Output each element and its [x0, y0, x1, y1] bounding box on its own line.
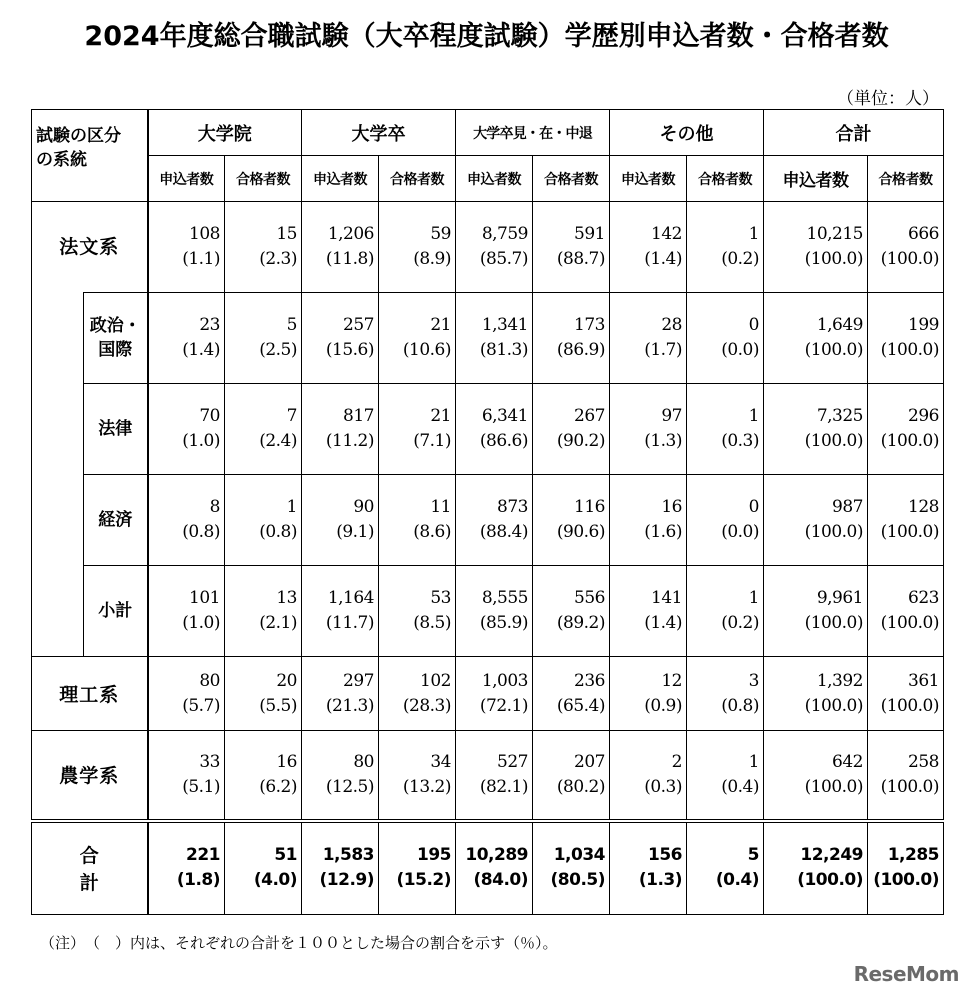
data-cell: 666 (100.0) — [868, 202, 944, 293]
data-cell: 116 (90.6) — [533, 475, 610, 566]
data-cell: 987 (100.0) — [764, 475, 868, 566]
category-label: 理工系 — [32, 657, 148, 731]
data-cell: 642 (100.0) — [764, 731, 868, 821]
data-cell: 1,206 (11.8) — [302, 202, 379, 293]
data-cell: 28 (1.7) — [610, 293, 687, 384]
group-other: その他 — [610, 110, 764, 156]
data-cell: 33 (5.1) — [148, 731, 225, 821]
data-cell: 1 (0.2) — [687, 202, 764, 293]
header-applicants: 申込者数 — [610, 156, 687, 202]
data-cell: 23 (1.4) — [148, 293, 225, 384]
category-label: 農学系 — [32, 731, 148, 821]
data-cell: 817 (11.2) — [302, 384, 379, 475]
data-cell: 297 (21.3) — [302, 657, 379, 731]
table-row — [32, 384, 944, 475]
data-cell: 258 (100.0) — [868, 731, 944, 821]
table-row — [32, 475, 944, 566]
data-cell: 7 (2.4) — [225, 384, 302, 475]
data-cell: 16 (1.6) — [610, 475, 687, 566]
header-passers: 合格者数 — [687, 156, 764, 202]
header-passers: 合格者数 — [379, 156, 456, 202]
data-cell: 873 (88.4) — [456, 475, 533, 566]
table-row — [32, 202, 944, 293]
data-cell: 59 (8.9) — [379, 202, 456, 293]
data-cell: 8 (0.8) — [148, 475, 225, 566]
data-cell: 80 (12.5) — [302, 731, 379, 821]
data-cell: 257 (15.6) — [302, 293, 379, 384]
data-cell: 0 (0.0) — [687, 293, 764, 384]
unit-label: （単位：人） — [837, 89, 939, 109]
data-cell: 591 (88.7) — [533, 202, 610, 293]
page-title: 2024年度総合職試験（大卒程度試験）学歴別申込者数・合格者数 — [84, 21, 889, 52]
data-cell: 1,649 (100.0) — [764, 293, 868, 384]
data-cell: 6,341 (86.6) — [456, 384, 533, 475]
data-cell: 128 (100.0) — [868, 475, 944, 566]
data-cell: 1,034 (80.5) — [533, 821, 610, 915]
data-cell: 80 (5.7) — [148, 657, 225, 731]
data-cell: 9,961 (100.0) — [764, 566, 868, 657]
subcategory-label: 政治・ 国際 — [84, 293, 148, 384]
data-cell: 7,325 (100.0) — [764, 384, 868, 475]
data-cell: 51 (4.0) — [225, 821, 302, 915]
data-cell: 13 (2.1) — [225, 566, 302, 657]
data-cell: 70 (1.0) — [148, 384, 225, 475]
data-cell: 10,215 (100.0) — [764, 202, 868, 293]
data-cell: 20 (5.5) — [225, 657, 302, 731]
data-cell: 1 (0.4) — [687, 731, 764, 821]
data-cell: 156 (1.3) — [610, 821, 687, 915]
table-row — [32, 293, 944, 384]
data-cell: 108 (1.1) — [148, 202, 225, 293]
group-university-grad: 大学卒 — [302, 110, 456, 156]
data-cell: 3 (0.8) — [687, 657, 764, 731]
header-applicants: 申込者数 — [456, 156, 533, 202]
resemom-logo: ReseMom — [853, 962, 959, 986]
total-row — [32, 821, 944, 915]
data-cell: 101 (1.0) — [148, 566, 225, 657]
header-row-sub — [32, 156, 944, 202]
data-cell: 1,003 (72.1) — [456, 657, 533, 731]
header-passers: 合格者数 — [868, 156, 944, 202]
data-cell: 15 (2.3) — [225, 202, 302, 293]
header-applicants: 申込者数 — [764, 156, 868, 202]
data-cell: 90 (9.1) — [302, 475, 379, 566]
data-cell: 207 (80.2) — [533, 731, 610, 821]
data-cell: 623 (100.0) — [868, 566, 944, 657]
data-cell: 1,164 (11.7) — [302, 566, 379, 657]
header-applicants: 申込者数 — [148, 156, 225, 202]
data-cell: 1,341 (81.3) — [456, 293, 533, 384]
group-total: 合計 — [764, 110, 944, 156]
data-cell: 8,555 (85.9) — [456, 566, 533, 657]
data-cell: 1 (0.3) — [687, 384, 764, 475]
subcategory-label: 法律 — [84, 384, 148, 475]
subcategory-label: 経済 — [84, 475, 148, 566]
data-cell: 5 (0.4) — [687, 821, 764, 915]
data-cell: 34 (13.2) — [379, 731, 456, 821]
data-cell: 1 (0.2) — [687, 566, 764, 657]
table-row — [32, 657, 944, 731]
data-cell: 173 (86.9) — [533, 293, 610, 384]
data-cell: 221 (1.8) — [148, 821, 225, 915]
data-cell: 12,249 (100.0) — [764, 821, 868, 915]
total-label: 合 計 — [32, 821, 148, 915]
data-cell: 236 (65.4) — [533, 657, 610, 731]
data-cell: 0 (0.0) — [687, 475, 764, 566]
header-applicants: 申込者数 — [302, 156, 379, 202]
footnote: （注） （ ）内は、それぞれの合計を１００とした場合の割合を示す（％）。 — [40, 934, 558, 952]
data-cell: 21 (10.6) — [379, 293, 456, 384]
data-cell: 12 (0.9) — [610, 657, 687, 731]
data-cell: 16 (6.2) — [225, 731, 302, 821]
indent-spacer — [32, 293, 84, 657]
data-cell: 1,285 (100.0) — [868, 821, 944, 915]
category-label: 法文系 — [32, 202, 148, 293]
table-row — [32, 731, 944, 821]
table-row — [32, 566, 944, 657]
data-cell: 527 (82.1) — [456, 731, 533, 821]
group-expected-enrolled-dropout: 大学卒見・在・中退 — [456, 110, 610, 156]
data-cell: 8,759 (85.7) — [456, 202, 533, 293]
data-cell: 361 (100.0) — [868, 657, 944, 731]
header-passers: 合格者数 — [225, 156, 302, 202]
applicants-table — [31, 109, 944, 915]
corner-header: 試験の区分 の系統 — [32, 110, 148, 202]
data-cell: 11 (8.6) — [379, 475, 456, 566]
data-cell: 199 (100.0) — [868, 293, 944, 384]
data-cell: 53 (8.5) — [379, 566, 456, 657]
data-cell: 142 (1.4) — [610, 202, 687, 293]
data-cell: 1,392 (100.0) — [764, 657, 868, 731]
data-cell: 21 (7.1) — [379, 384, 456, 475]
group-graduate-school: 大学院 — [148, 110, 302, 156]
data-cell: 2 (0.3) — [610, 731, 687, 821]
data-cell: 5 (2.5) — [225, 293, 302, 384]
data-cell: 10,289 (84.0) — [456, 821, 533, 915]
data-cell: 97 (1.3) — [610, 384, 687, 475]
data-cell: 141 (1.4) — [610, 566, 687, 657]
data-cell: 102 (28.3) — [379, 657, 456, 731]
data-cell: 1 (0.8) — [225, 475, 302, 566]
header-row-groups — [32, 110, 944, 156]
subcategory-label: 小計 — [84, 566, 148, 657]
data-cell: 556 (89.2) — [533, 566, 610, 657]
header-passers: 合格者数 — [533, 156, 610, 202]
data-cell: 195 (15.2) — [379, 821, 456, 915]
data-cell: 1,583 (12.9) — [302, 821, 379, 915]
data-cell: 296 (100.0) — [868, 384, 944, 475]
data-cell: 267 (90.2) — [533, 384, 610, 475]
